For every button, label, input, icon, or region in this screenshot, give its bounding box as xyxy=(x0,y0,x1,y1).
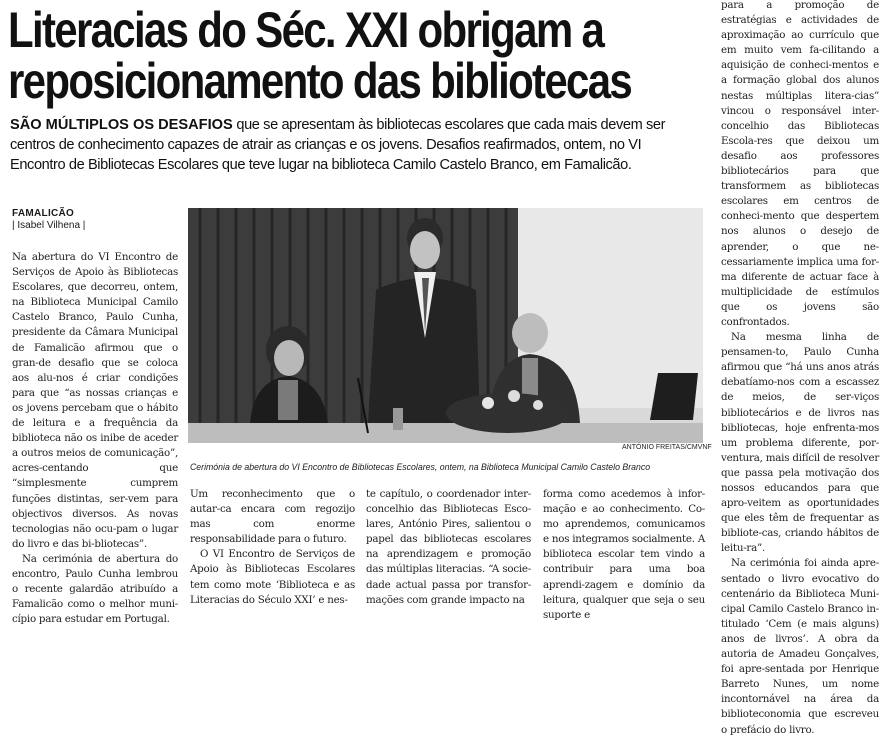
byline-author: | Isabel Vilhena | xyxy=(12,220,86,231)
article-column-5 xyxy=(721,0,879,738)
paragraph: te capítulo, o coordenador inter-concelhio das Bibliotecas Esco-lares, António Pires, salientou o papel das bibliotecas escolares na aprendizagem e promoção das múltiplas literacias. “A socie-dade actual passa por transfor-mações com grande impacto na xyxy=(366,488,531,606)
article-photo xyxy=(188,208,703,443)
lede-paragraph xyxy=(10,115,700,175)
article-column-4 xyxy=(543,487,705,623)
article-column-1 xyxy=(12,250,178,627)
paragraph: para a promoção de estratégias e actividades de aproximação ao currículo que em muito vem fa-cilitando a aquisição de conheci-mentos e a formação global dos alunos nestas múltiplas litera-cias” vincou o responsável inter-concelhio das Bibliotecas Escola-res que deixou um desafio aos professores bibliotecários para que transformem as bibliotecas escolares em centros de conheci-mento que despertem nos alunos o desejo de aprender, o que ne-cessariamente implica uma for-ma diferente de actuar face à multiplicidade de estímulos que os jovens são confrontados. xyxy=(721,0,879,328)
article-column-3 xyxy=(366,487,531,608)
paragraph: Na cerimónia de abertura do encontro, Paulo Cunha lembrou o recente galardão atribuído a Famalicão como o melhor muni-cípio para estudar em Portugal. xyxy=(12,552,178,626)
paragraph: Na mesma linha de pensamen-to, Paulo Cunha afirmou que “há uns anos atrás debatíamo-nos com a escassez de meios, de ser-viços bibliotecários e de livros nas bibliotecas, hoje enfrenta-mos um problema diferente, por-ventura, mais difícil de resolver que passa pela motivação dos nossos educandos para que apro-veitem as oportunidades que eles têm de frequentar as bibliote-cas, criando hábitos de leitu-ra”. xyxy=(721,331,879,555)
photo-credit: ANTÓNIO FREITAS/CMVNF xyxy=(622,444,712,451)
headline-line-1: Literacias do Séc. XXI obrigam a xyxy=(8,2,604,58)
lede-text: que se apresentam às bibliotecas escolares que cada mais devem ser centros de conhecimento capazes de atrair as crianças e os jovens. Desafios reafirmados, ontem, no VI Encontro de Bibliotecas Escolares que teve lugar na biblioteca Camilo Castelo Branco, em Famalicão. xyxy=(10,117,666,173)
paragraph: O VI Encontro de Serviços de Apoio às Bibliotecas Escolares tem como mote ‘Biblioteca e as Literacias do Século XXI’ e nes- xyxy=(190,548,355,606)
article-column-2 xyxy=(190,487,355,608)
paragraph: forma como acedemos à infor-mação e ao conhecimento. Co-mo aprendemos, comunicamos e nos integramos socialmente. A biblioteca escolar tem vindo a contribuir para uma boa aprendi-zagem e domínio da leitura, qualquer que seja o seu suporte e xyxy=(543,488,706,621)
paragraph: Na cerimónia foi ainda apre-sentado o livro evocativo do centenário da Biblioteca Muni-cipal Camilo Castelo Branco in-titulado ‘Cem (e mais alguns) anos de livros’. A obra da autoria de Amadeu Gonçalves, foi apre-sentada por Henrique Barreto Nunes, um nome incontornável na área da biblioteconomia que escreveu o prefácio do livro. xyxy=(721,557,879,736)
lede-kicker: SÃO MÚLTIPLOS OS DESAFIOS xyxy=(10,117,233,133)
paragraph: Na abertura do VI Encontro de Serviços de Apoio às Bibliotecas Escolares, que decorreu, ontem, na Biblioteca Municipal Camilo Castelo Branco, Paulo Cunha, presidente da Câmara Municipal de Famalicão afirmou que o gran-de desafio que se coloca aos alu-nos é criar condições para que “as nossas crianças e os jovens percebam que o hábito de leitura e a frequência da biblioteca não os inibe de aceder a outros meios de comunicação”, acres-centando que “simplesmente cumprem funções distintas, ser-vem para objectivos diversos. As novas tecnologias não ocu-pam o lugar do livro e das bi-bliotecas”. xyxy=(12,251,178,550)
headline-line-2: reposicionamento das bibliotecas xyxy=(8,53,632,109)
byline xyxy=(12,208,85,232)
paragraph: Um reconhecimento que o autar-ca encara com regozijo mas com enorme responsabilidade para o futuro. xyxy=(190,488,355,546)
photo-illustration xyxy=(188,208,703,443)
photo-caption: Cerimónia de abertura do VI Encontro de Bibliotecas Escolares, ontem, na Biblioteca Municipal Camilo Castelo Branco xyxy=(190,462,651,473)
byline-place: FAMALICÃO xyxy=(12,208,75,219)
